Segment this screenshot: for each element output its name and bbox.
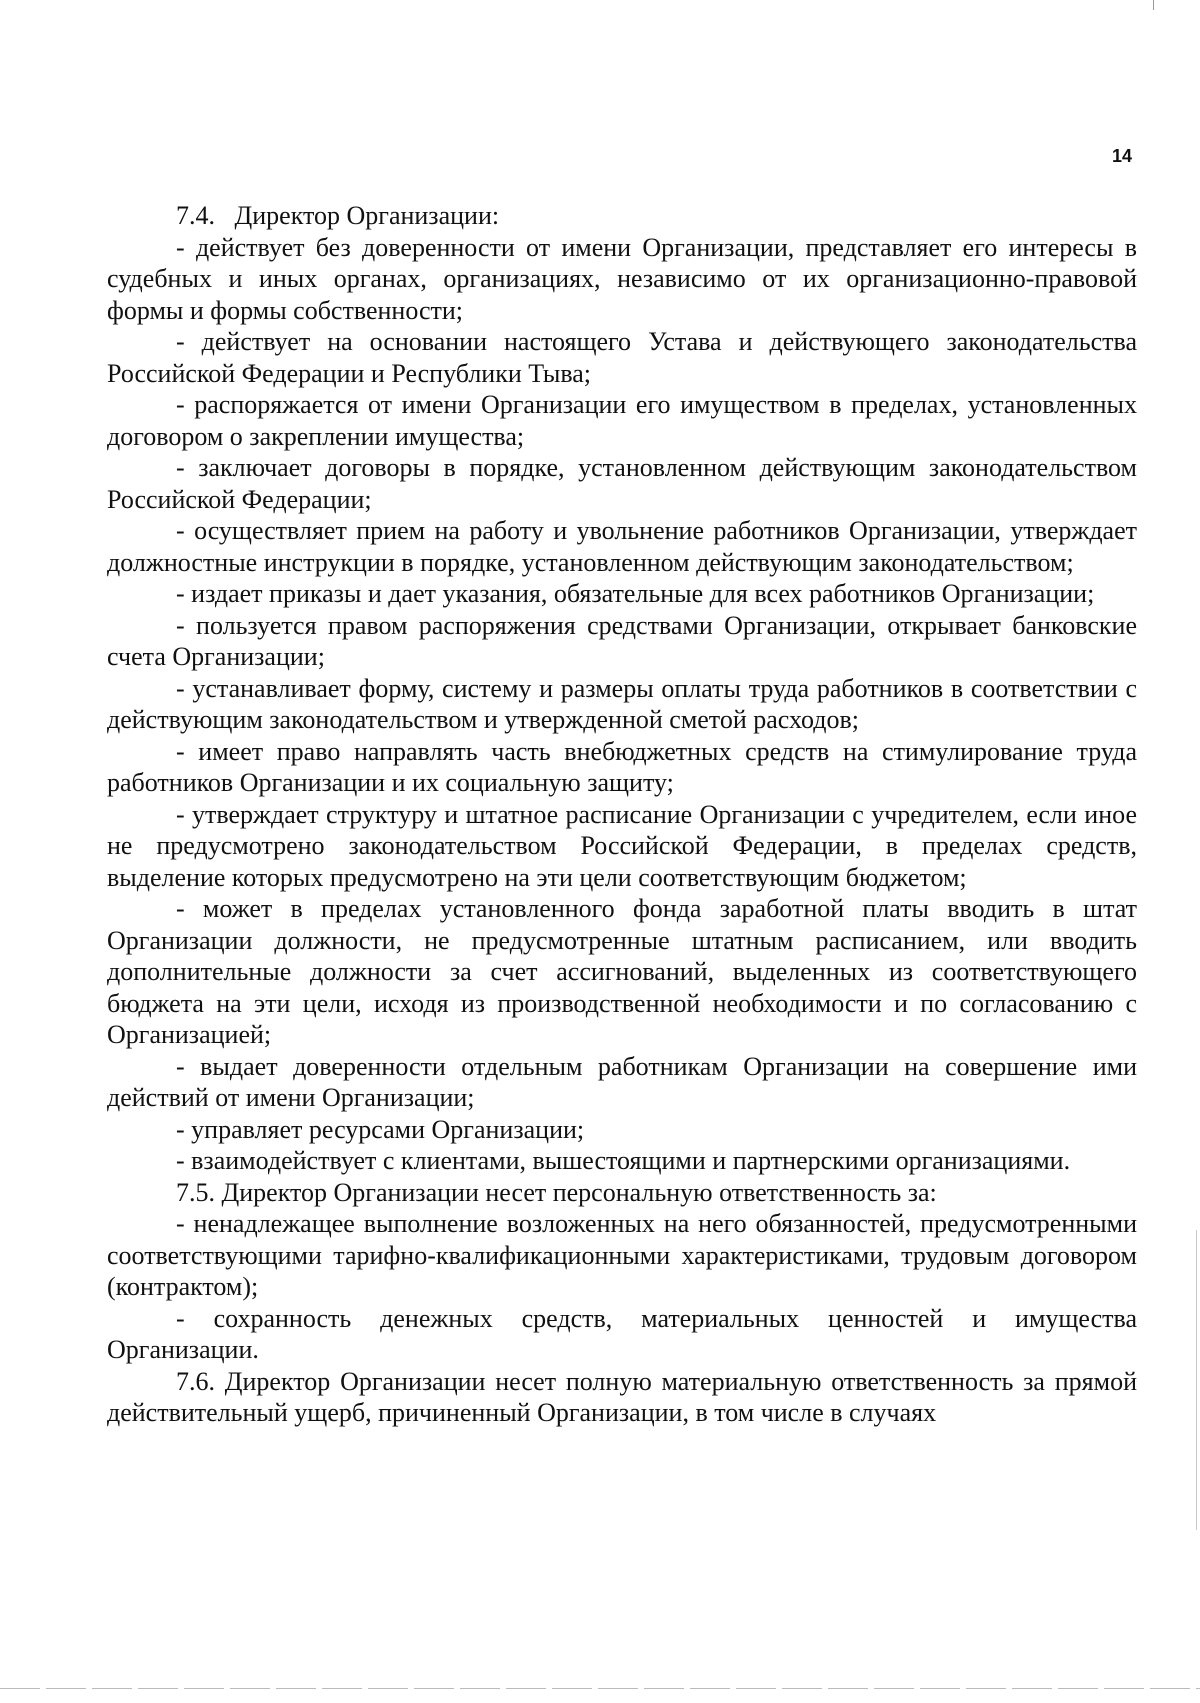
paragraph-acts-on-basis-of-charter: - действует на основании настоящего Устава и действующего законодательства Российской Федерации и Республики Тыва; bbox=[107, 327, 1137, 388]
paragraph-improper-performance: - ненадлежащее выполнение возложенных на него обязанностей, предусмотренными соответствующими тарифно-квалификационными характеристиками, трудовым договором (контрактом); bbox=[107, 1209, 1137, 1301]
paragraph-interacts-with-clients: - взаимодействует с клиентами, вышестоящими и партнерскими организациями. bbox=[176, 1146, 1071, 1175]
paragraph-staff-structure: - утверждает структуру и штатное расписание Организации с учредителем, если иное не предусмотрено законодательством Российской Федерации, в пределах средств, выделение которых предусмотрено на эти цели соответствующим бюджетом; bbox=[107, 799, 1137, 892]
paragraph-additional-positions: - может в пределах установленного фонда заработной платы вводить в штат Организации должности, не предусмотренные штатным расписанием, или вводить дополнительные должности за счет ассигнований, выделенных из соответствующего бюджета на эти цели, исходя из производственной необходимости и по согласованию с Организацией; bbox=[107, 894, 1137, 1049]
paragraph-issues-orders: - издает приказы и дает указания, обязательные для всех работников Организации; bbox=[176, 579, 1095, 608]
paragraph-manages-resources: - управляет ресурсами Организации; bbox=[176, 1114, 585, 1144]
paragraph-extrabudgetary-funds: - имеет право направлять часть внебюджетных средств на стимулирование труда работников Организации и их социальную защиту; bbox=[107, 736, 1137, 797]
paragraph-7-6-liability: 7.6. Директор Организации несет полную материальную ответственность за прямой действительный ущерб, причиненный Организации, в том числе в случаях bbox=[107, 1366, 1137, 1427]
paragraph-manages-property: - распоряжается от имени Организации его имуществом в пределах, установленных договором о закреплении имущества; bbox=[107, 390, 1137, 451]
scan-artifact-top bbox=[1153, 0, 1154, 10]
paragraph-pay-system: - устанавливает форму, систему и размеры оплаты труда работников в соответствии с действующим законодательством и утвержденной сметой расходов; bbox=[107, 673, 1137, 734]
document-body bbox=[107, 200, 1137, 1429]
paragraph-acts-without-power-of-attorney: - действует без доверенности от имени Организации, представляет его интересы в судебных и иных органах, организациях, независимо от их организационно-правовой формы и формы собственности; bbox=[107, 232, 1137, 325]
scan-artifact-right-edge bbox=[1196, 1230, 1197, 1530]
paragraph-7-4-heading: 7.4. Директор Организации: bbox=[176, 201, 500, 230]
paragraph-bank-accounts: - пользуется правом распоряжения средствами Организации, открывает банковские счета Организации; bbox=[107, 610, 1137, 671]
paragraph-hiring-dismissal: - осуществляет прием на работу и увольнение работников Организации, утверждает должностные инструкции в порядке, установленном действующим законодательством; bbox=[107, 516, 1137, 577]
paragraph-7-5-heading: 7.5. Директор Организации несет персональную ответственность за: bbox=[176, 1177, 937, 1207]
paragraph-concludes-contracts: - заключает договоры в порядке, установленном действующим законодательством Российской Федерации; bbox=[107, 453, 1137, 514]
paragraph-safety-of-funds: - сохранность денежных средств, материальных ценностей и имущества Организации. bbox=[107, 1303, 1137, 1364]
page-number: 14 bbox=[1112, 146, 1133, 166]
paragraph-issues-powers-of-attorney: - выдает доверенности отдельным работникам Организации на совершение ими действий от имени Организации; bbox=[107, 1051, 1137, 1112]
scan-artifact-bottom-edge bbox=[0, 1688, 1200, 1689]
